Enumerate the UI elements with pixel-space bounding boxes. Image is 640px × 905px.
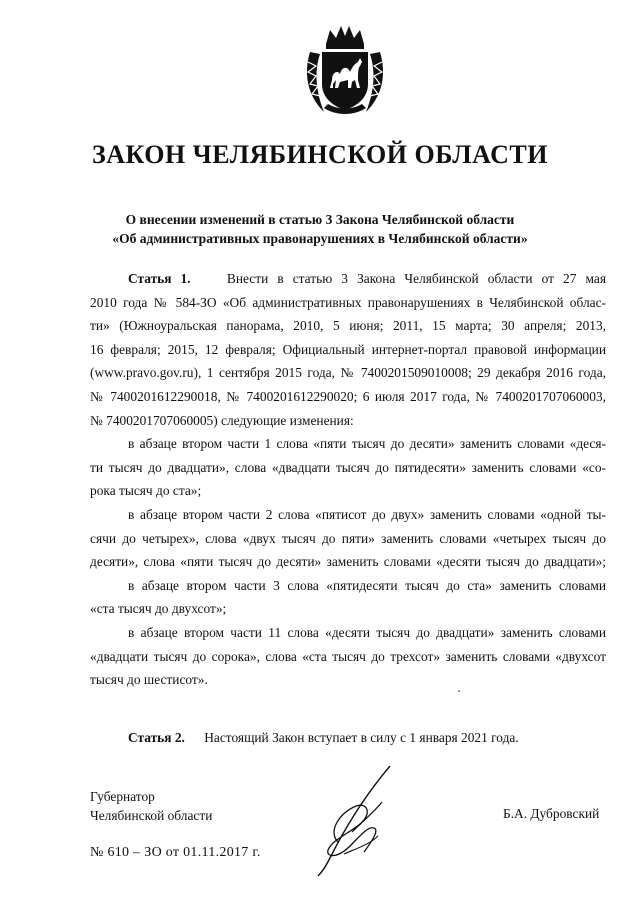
amendment-line: в абзаце втором части 1 слова «пяти тысяч до десяти» заменить словами «деся- [128, 436, 606, 452]
subtitle-line: «Об административных правонарушениях в Челябинской области» [112, 231, 528, 246]
amendment-line: ти тысяч до двадцати», слова «двадцати тысяч до пятидесяти» заменить словами «со- [90, 459, 606, 475]
article-1-line: № 7400201707060005) следующие изменения: [90, 412, 354, 428]
amendment-line: сячи до четырех», слова «двух тысяч до пяти» заменить словами «четырех тысяч до [90, 530, 606, 546]
article-1-line: ти» (Южноуральская панорама, 2010, 5 июня; 2011, 15 марта; 30 апреля; 2013, [90, 318, 606, 334]
coat-of-arms-emblem [302, 22, 388, 118]
amendment-line: в абзаце втором части 11 слова «десяти тысяч до двадцати» заменить словами [128, 624, 606, 640]
governor-title-line: Челябинской области [90, 808, 213, 823]
article-2 [128, 730, 519, 746]
document-title: ЗАКОН ЧЕЛЯБИНСКОЙ ОБЛАСТИ [92, 140, 548, 169]
amendment-line: тысяч до шестисот». [90, 672, 208, 688]
amendment-line: «двадцати тысяч до сорока», слова «ста тысяч до трехсот» заменить словами «двухсот [90, 648, 606, 664]
article-1-line: 16 февраля; 2015, 12 февраля; Официальный интернет-портал правовой информации [90, 341, 606, 357]
scan-speck [458, 690, 460, 692]
article-1-line: 2010 года № 584-ЗО «Об административных правонарушениях в Челябинской облас- [90, 294, 606, 310]
signer-name: Б.А. Дубровский [503, 806, 600, 821]
governor-title-line: Губернатор [90, 789, 155, 804]
amendment-line: рока тысяч до ста»; [90, 483, 202, 499]
article-1-line: № 7400201612290018, № 7400201612290020; 6 июля 2017 года, № 7400201707060003, [90, 388, 606, 404]
amendment-line: в абзаце втором части 3 слова «пятидесяти тысяч до ста» заменить словами [128, 577, 606, 593]
article-1-label: Статья 1. [128, 271, 191, 286]
amendment-line: десяти», слова «пяти тысяч до десяти» заменить словами «десяти тысяч до двадцати»; [90, 554, 606, 570]
article-1-line: (www.pravo.gov.ru), 1 сентября 2015 года, № 7400201509010008; 29 декабря 2016 года, [90, 365, 606, 381]
law-number: № 610 – ЗО от 01.11.2017 г. [90, 845, 261, 860]
article-1-line [90, 267, 606, 291]
amendment-line: в абзаце втором части 2 слова «пятисот до двух» заменить словами «одной ты- [128, 506, 606, 522]
governor-title [90, 787, 212, 825]
article-2-label: Статья 2. [128, 730, 185, 745]
handwritten-signature [308, 762, 398, 880]
article-2-text: Настоящий Закон вступает в силу с 1 января 2021 года. [204, 730, 519, 745]
article-1-text: Внести в статью 3 Закона Челябинской области от 27 мая [226, 271, 606, 286]
article-1 [90, 267, 606, 692]
amendment-line: «ста тысяч до двухсот»; [90, 601, 227, 617]
document-subtitle [60, 210, 580, 248]
subtitle-line: О внесении изменений в статью 3 Закона Челябинской области [125, 212, 515, 227]
